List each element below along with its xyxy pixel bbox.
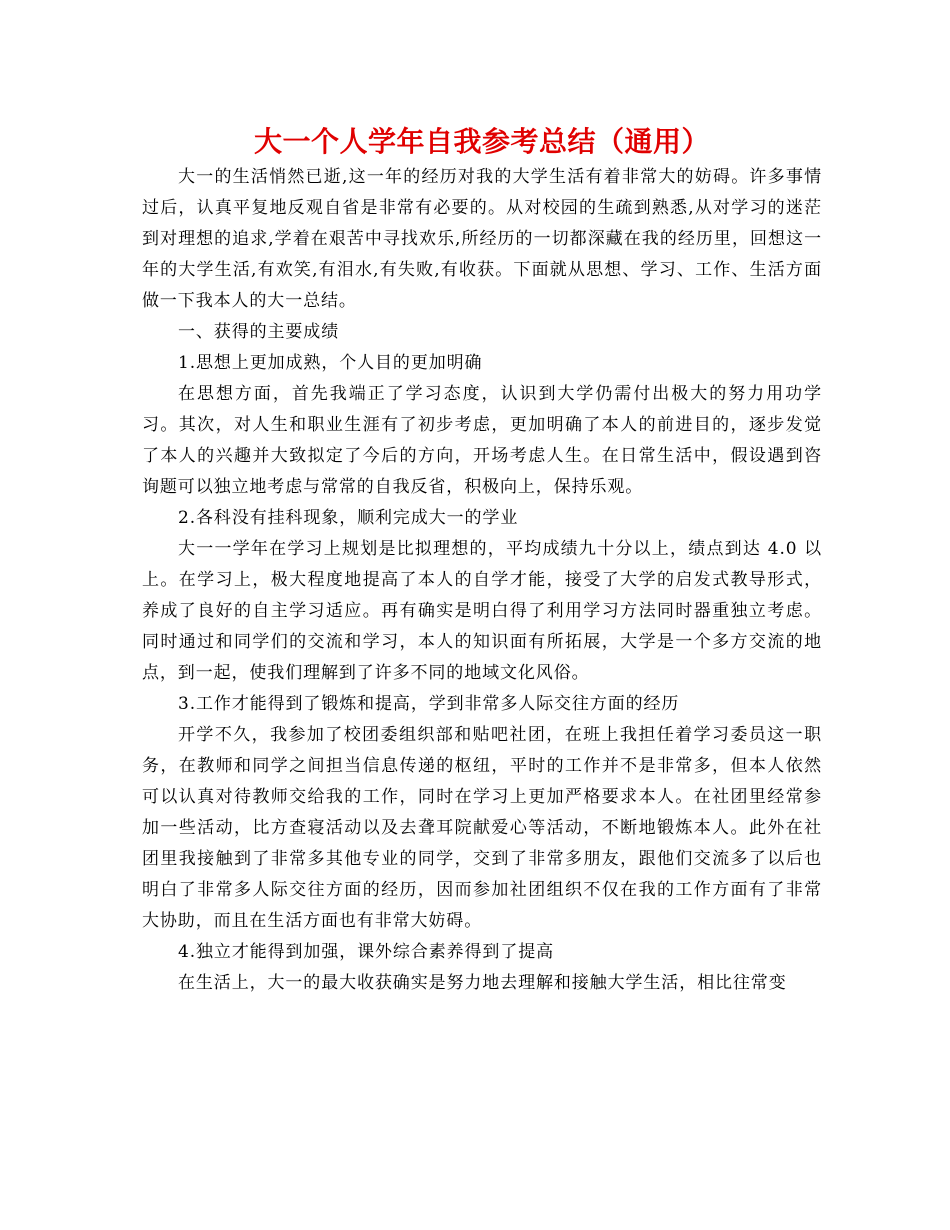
subheading-thought: 1.思想上更加成熟，个人目的更加明确 xyxy=(178,353,483,373)
subheading-work: 3.工作才能得到了锻炼和提高，学到非常多人际交往方面的经历 xyxy=(178,694,680,714)
study-paragraph: 大一一学年在学习上规划是比拟理想的，平均成绩九十分以上，绩点到达 4.0 以上。在学习上，极大程度地提高了本人的自学才能，接受了大学的启发式教导形式，养成了良好的自主学习适应。再有确实是明白得了利用学习方法同时器重独立考虑。同时通过和同学们的交流和学习，本人的知识面有所拓展，大学是一个多方交流的地点，到一起，使我们理解到了许多不同的地域文化风俗。 xyxy=(142,539,822,683)
subheading-independence: 4.独立才能得到加强，课外综合素养得到了提高 xyxy=(178,942,555,962)
intro-paragraph: 大一的生活悄然已逝,这一年的经历对我的大学生活有着非常大的妨碍。许多事情过后，认真平复地反观自省是非常有必要的。从对校园的生疏到熟悉,从对学习的迷茫到对理想的追求,学着在艰苦中寻找欢乐,所经历的一切都深藏在我的经历里，回想这一年的大学生活,有欢笑,有泪水,有失败,有收获。下面就从思想、学习、工作、生活方面做一下我本人的大一总结。 xyxy=(142,167,822,311)
work-paragraph: 开学不久，我参加了校团委组织部和贴吧社团，在班上我担任着学习委员这一职务，在教师和同学之间担当信息传递的枢纽，平时的工作并不是非常多，但本人依然可以认真对待教师交给我的工作，同时在学习上更加严格要求本人。在社团里经常参加一些活动，比方查寝活动以及去聋耳院献爱心等活动，不断地锻炼本人。此外在社团里我接触到了非常多其他专业的同学，交到了非常多朋友，跟他们交流多了以后也明白了非常多人际交往方面的经历，因而参加社团组织不仅在我的工作方面有了非常大协助，而且在生活方面也有非常大妨碍。 xyxy=(142,725,822,931)
section-heading-achievements: 一、获得的主要成绩 xyxy=(178,322,340,342)
thought-paragraph: 在思想方面，首先我端正了学习态度，认识到大学仍需付出极大的努力用功学习。其次，对人生和职业生涯有了初步考虑，更加明确了本人的前进目的，逐步发觉了本人的兴趣并大致拟定了今后的方向，开场考虑人生。在日常生活中，假设遇到咨询题可以独立地考虑与常常的自我反省，积极向上，保持乐观。 xyxy=(142,384,822,497)
document-page xyxy=(142,122,822,999)
life-paragraph: 在生活上，大一的最大收获确实是努力地去理解和接触大学生活，相比往常变 xyxy=(178,973,787,993)
document-title: 大一个人学年自我参考总结（通用） xyxy=(253,125,710,158)
subheading-study: 2.各科没有挂科现象，顺利完成大一的学业 xyxy=(178,508,519,528)
